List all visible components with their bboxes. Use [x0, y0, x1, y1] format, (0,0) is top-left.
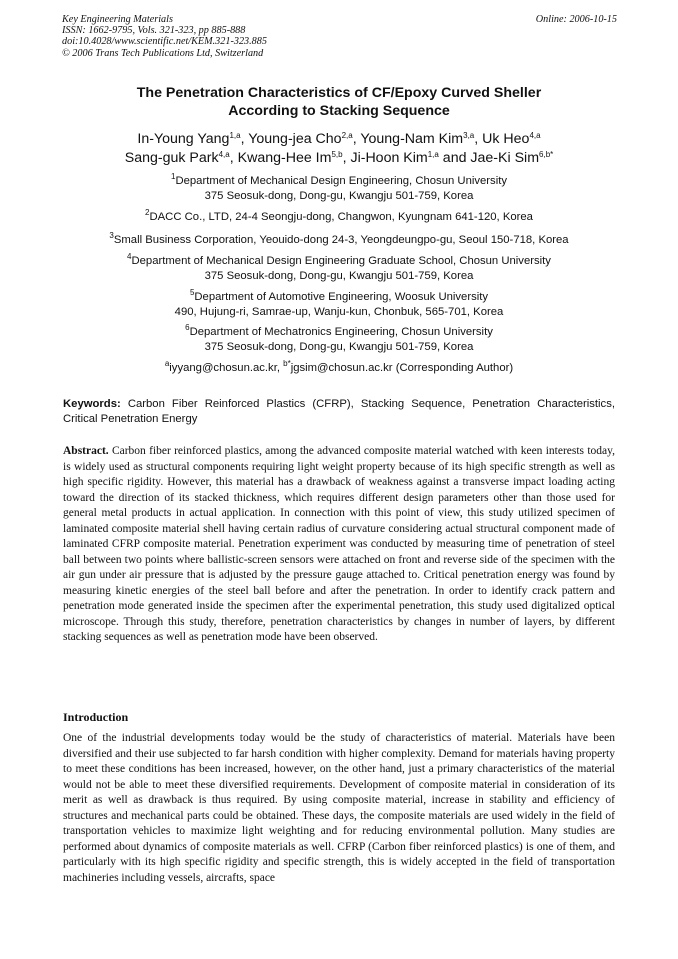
keywords-text: Carbon Fiber Reinforced Plastics (CFRP), Stacking Sequence, Penetration Characteristics, Critical Penetration Energy — [63, 398, 615, 425]
affiliation-address: 375 Seosuk-dong, Dong-gu, Kwangju 501-759, Korea — [204, 340, 474, 353]
author-separator: , — [342, 150, 351, 166]
author-name: Kwang-Hee Im — [237, 150, 332, 166]
affiliation-number: 2 — [145, 208, 150, 217]
author-separator: , — [240, 131, 249, 147]
author-separator: , — [474, 131, 483, 147]
author-affiliation-mark: 6,b* — [539, 150, 554, 159]
abstract-text: Carbon fiber reinforced plastics, among the advanced composite material watched with keen interests today, is widely used as structural components requiring light weight property because of its high specific strength as well as high specific rigidity. However, this material has a drawback of weakness against a transverse impact loading acting toward the direction of its stacked thickness, which requires different design parameters other than those used for general metal products in actual application. In connection with this point of view, this study utilized specimen of laminated composite material shell having certain radius of curvature considering actual structural component made of laminated CFRP composite material. Penetration experiment was conducted by measuring time of penetration of steel ball between two points where ballistic-screen sensors were attached on front and reverse side of the specimen with the air gun under air pressure that is adjusted by the pressure gauge attached to. Critical penetration energy was found by measuring kinetic energies of the steel ball before and after the penetration. In order to identify crack pattern and penetration mode generated inside the specimen after the experimental penetration, this study used digitalized optical microscope. Through this study, therefore, penetration characteristics by changes in number of layers, by different stacking sequences as well as penetration mode have been observed. — [63, 445, 615, 643]
affiliation-department: Department of Mechatronics Engineering, Chosun University — [189, 326, 493, 338]
affiliation-number: 4 — [127, 252, 132, 261]
affiliation-2 — [30, 210, 648, 225]
affiliation-4 — [30, 254, 648, 283]
title-line-2: According to Stacking Sequence — [228, 103, 450, 119]
abstract-block — [63, 444, 615, 646]
author-affiliation-mark: 1,a — [229, 131, 241, 140]
keywords-block — [63, 397, 615, 427]
affiliation-address: 375 Seosuk-dong, Dong-gu, Kwangju 501-759, Korea — [204, 189, 474, 202]
author-name: Young-jea Cho — [248, 131, 342, 147]
keywords-label: Keywords: — [63, 398, 121, 410]
journal-name: Key Engineering Materials — [62, 14, 173, 25]
contact-emails — [30, 361, 648, 376]
author-affiliation-mark: 5,b — [331, 150, 343, 159]
author-name: Ji-Hoon Kim — [350, 150, 428, 166]
issn-line: ISSN: 1662-9795, Vols. 321-323, pp 885-888 — [62, 25, 246, 37]
affiliation-6 — [30, 325, 648, 354]
author-separator: and — [438, 150, 471, 166]
affiliation-department: Department of Mechanical Design Engineering, Chosun University — [175, 175, 507, 187]
author-name: Sang-guk Park — [124, 150, 219, 166]
email-a[interactable]: iyyang@chosun.ac.kr, — [169, 362, 284, 374]
author-list — [30, 130, 648, 168]
author-line-2 — [30, 149, 648, 168]
abstract-label: Abstract. — [63, 445, 109, 457]
author-affiliation-mark: 4,a — [218, 150, 230, 159]
affiliation-number: 3 — [109, 231, 114, 240]
introduction-text: One of the industrial developments today would be the study of characteristics of material. Materials have been diversified and their use subjected to far harsh condition with higher complexity. Demand for materials having property to meet these conditions has been increased, however, on the other hand, just a primary characteristics of the material would not be able to meet these diversified requirements. Development of composite material in consideration of its merit as well as drawback is thus required. By using composite material, increase in stability and efficiency of structures and mechanical parts could be obtained. These days, the composite materials are used widely in the field of transportation vehicles to maximize light weighting and for reducing environmental pollution. Many studies are performed about dynamics of composite materials as well. CFRP (Carbon fiber reinforced plastics) is one of them, and particularly with its high specific rigidity and specific strength, this is widely accepted in the field of transportation machineries including vessels, aircrafts, space — [63, 732, 615, 884]
email-mark-b: b* — [283, 359, 291, 368]
paper-title — [40, 84, 638, 120]
author-affiliation-mark: 3,a — [463, 131, 475, 140]
email-b[interactable]: jgsim@chosun.ac.kr (Corresponding Author) — [290, 362, 514, 374]
email-mark-a: a — [164, 359, 170, 368]
author-name: Young-Nam Kim — [360, 131, 464, 147]
affiliation-address: 490, Hujung-ri, Samrae-up, Wanju-kun, Chonbuk, 565-701, Korea — [174, 305, 504, 318]
author-separator: , — [352, 131, 361, 147]
affiliation-address: 375 Seosuk-dong, Dong-gu, Kwangju 501-759, Korea — [204, 269, 474, 282]
affiliation-number: 5 — [189, 288, 195, 297]
doi-line: doi:10.4028/www.scientific.net/KEM.321-323.885 — [62, 36, 267, 48]
journal-header — [62, 14, 617, 59]
author-name: In-Young Yang — [137, 131, 230, 147]
copyright-line: © 2006 Trans Tech Publications Ltd, Switzerland — [62, 47, 264, 59]
author-name: Uk Heo — [482, 131, 530, 147]
author-line-1 — [30, 130, 648, 149]
affiliation-number: 6 — [185, 323, 190, 332]
affiliation-department: DACC Co., LTD, 24-4 Seongju-dong, Changwon, Kyungnam 641-120, Korea — [149, 211, 533, 223]
online-date: Online: 2006-10-15 — [535, 14, 617, 25]
affiliation-1 — [30, 174, 648, 203]
affiliation-department: Small Business Corporation, Yeouido-dong 24-3, Yeongdeungpo-gu, Seoul 150-718, Korea — [113, 234, 569, 246]
author-affiliation-mark: 2,a — [341, 131, 353, 140]
affiliation-department: Department of Automotive Engineering, Woosuk University — [194, 291, 489, 303]
affiliation-number: 1 — [171, 172, 176, 181]
section-heading-introduction: Introduction — [63, 710, 129, 724]
author-separator: , — [229, 150, 238, 166]
affiliation-3 — [30, 233, 648, 248]
affiliation-department: Department of Mechanical Design Engineering Graduate School, Chosun University — [131, 255, 551, 267]
author-affiliation-mark: 1,a — [427, 150, 439, 159]
author-affiliation-mark: 4,a — [529, 131, 541, 140]
title-line-1: The Penetration Characteristics of CF/Epoxy Curved Sheller — [136, 85, 542, 101]
author-name: Jae-Ki Sim — [470, 150, 540, 166]
affiliation-5 — [30, 290, 648, 319]
